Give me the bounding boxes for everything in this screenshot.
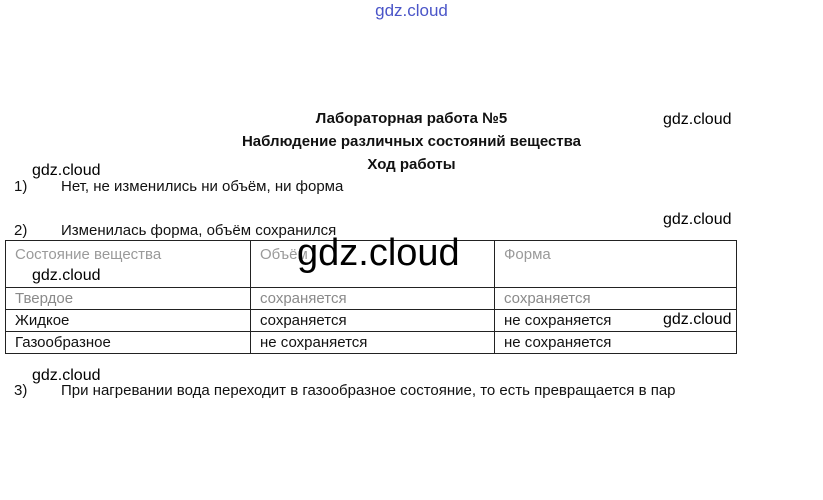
table-row (6, 288, 737, 310)
large-watermark: gdz.cloud (297, 232, 460, 274)
table-cell: не сохраняется (251, 332, 495, 354)
table-cell: не сохраняется (495, 332, 737, 354)
watermark: gdz.cloud (663, 111, 732, 128)
table-cell: Твердое (6, 288, 251, 310)
item-number: 2) (14, 222, 28, 239)
table-cell: Газообразное (6, 332, 251, 354)
lab-subtitle: Наблюдение различных состояний вещества (241, 133, 582, 150)
watermark: gdz.cloud (663, 211, 732, 228)
table-row (6, 332, 737, 354)
column-header: Состояние вещества (6, 241, 251, 288)
item-number: 3) (14, 382, 28, 399)
answer-item-2 (14, 222, 336, 239)
column-header: Форма (495, 241, 737, 288)
item-text: Изменилась форма, объём сохранился (61, 222, 337, 239)
table-cell: сохраняется (251, 288, 495, 310)
table-cell: не сохраняется (495, 310, 737, 332)
table-cell: сохраняется (251, 310, 495, 332)
column-header: Объём (251, 241, 495, 288)
answer-item-1 (14, 178, 343, 195)
lab-section-heading: Ход работы (367, 156, 456, 173)
top-watermark: gdz.cloud (375, 1, 448, 20)
item-number: 1) (14, 178, 28, 195)
watermark: gdz.cloud (32, 267, 101, 284)
answer-item-3 (14, 382, 676, 399)
watermark: gdz.cloud (32, 162, 101, 179)
item-text: Нет, не изменились ни объём, ни форма (61, 178, 344, 195)
table-cell: сохраняется (495, 288, 737, 310)
table-row (6, 310, 737, 332)
table-cell: Жидкое (6, 310, 251, 332)
item-text: При нагревании вода переходит в газообразное состояние, то есть превращается в пар (61, 382, 676, 399)
watermark: gdz.cloud (663, 311, 732, 328)
lab-title: Лабораторная работа №5 (315, 110, 508, 127)
watermark: gdz.cloud (32, 367, 101, 384)
